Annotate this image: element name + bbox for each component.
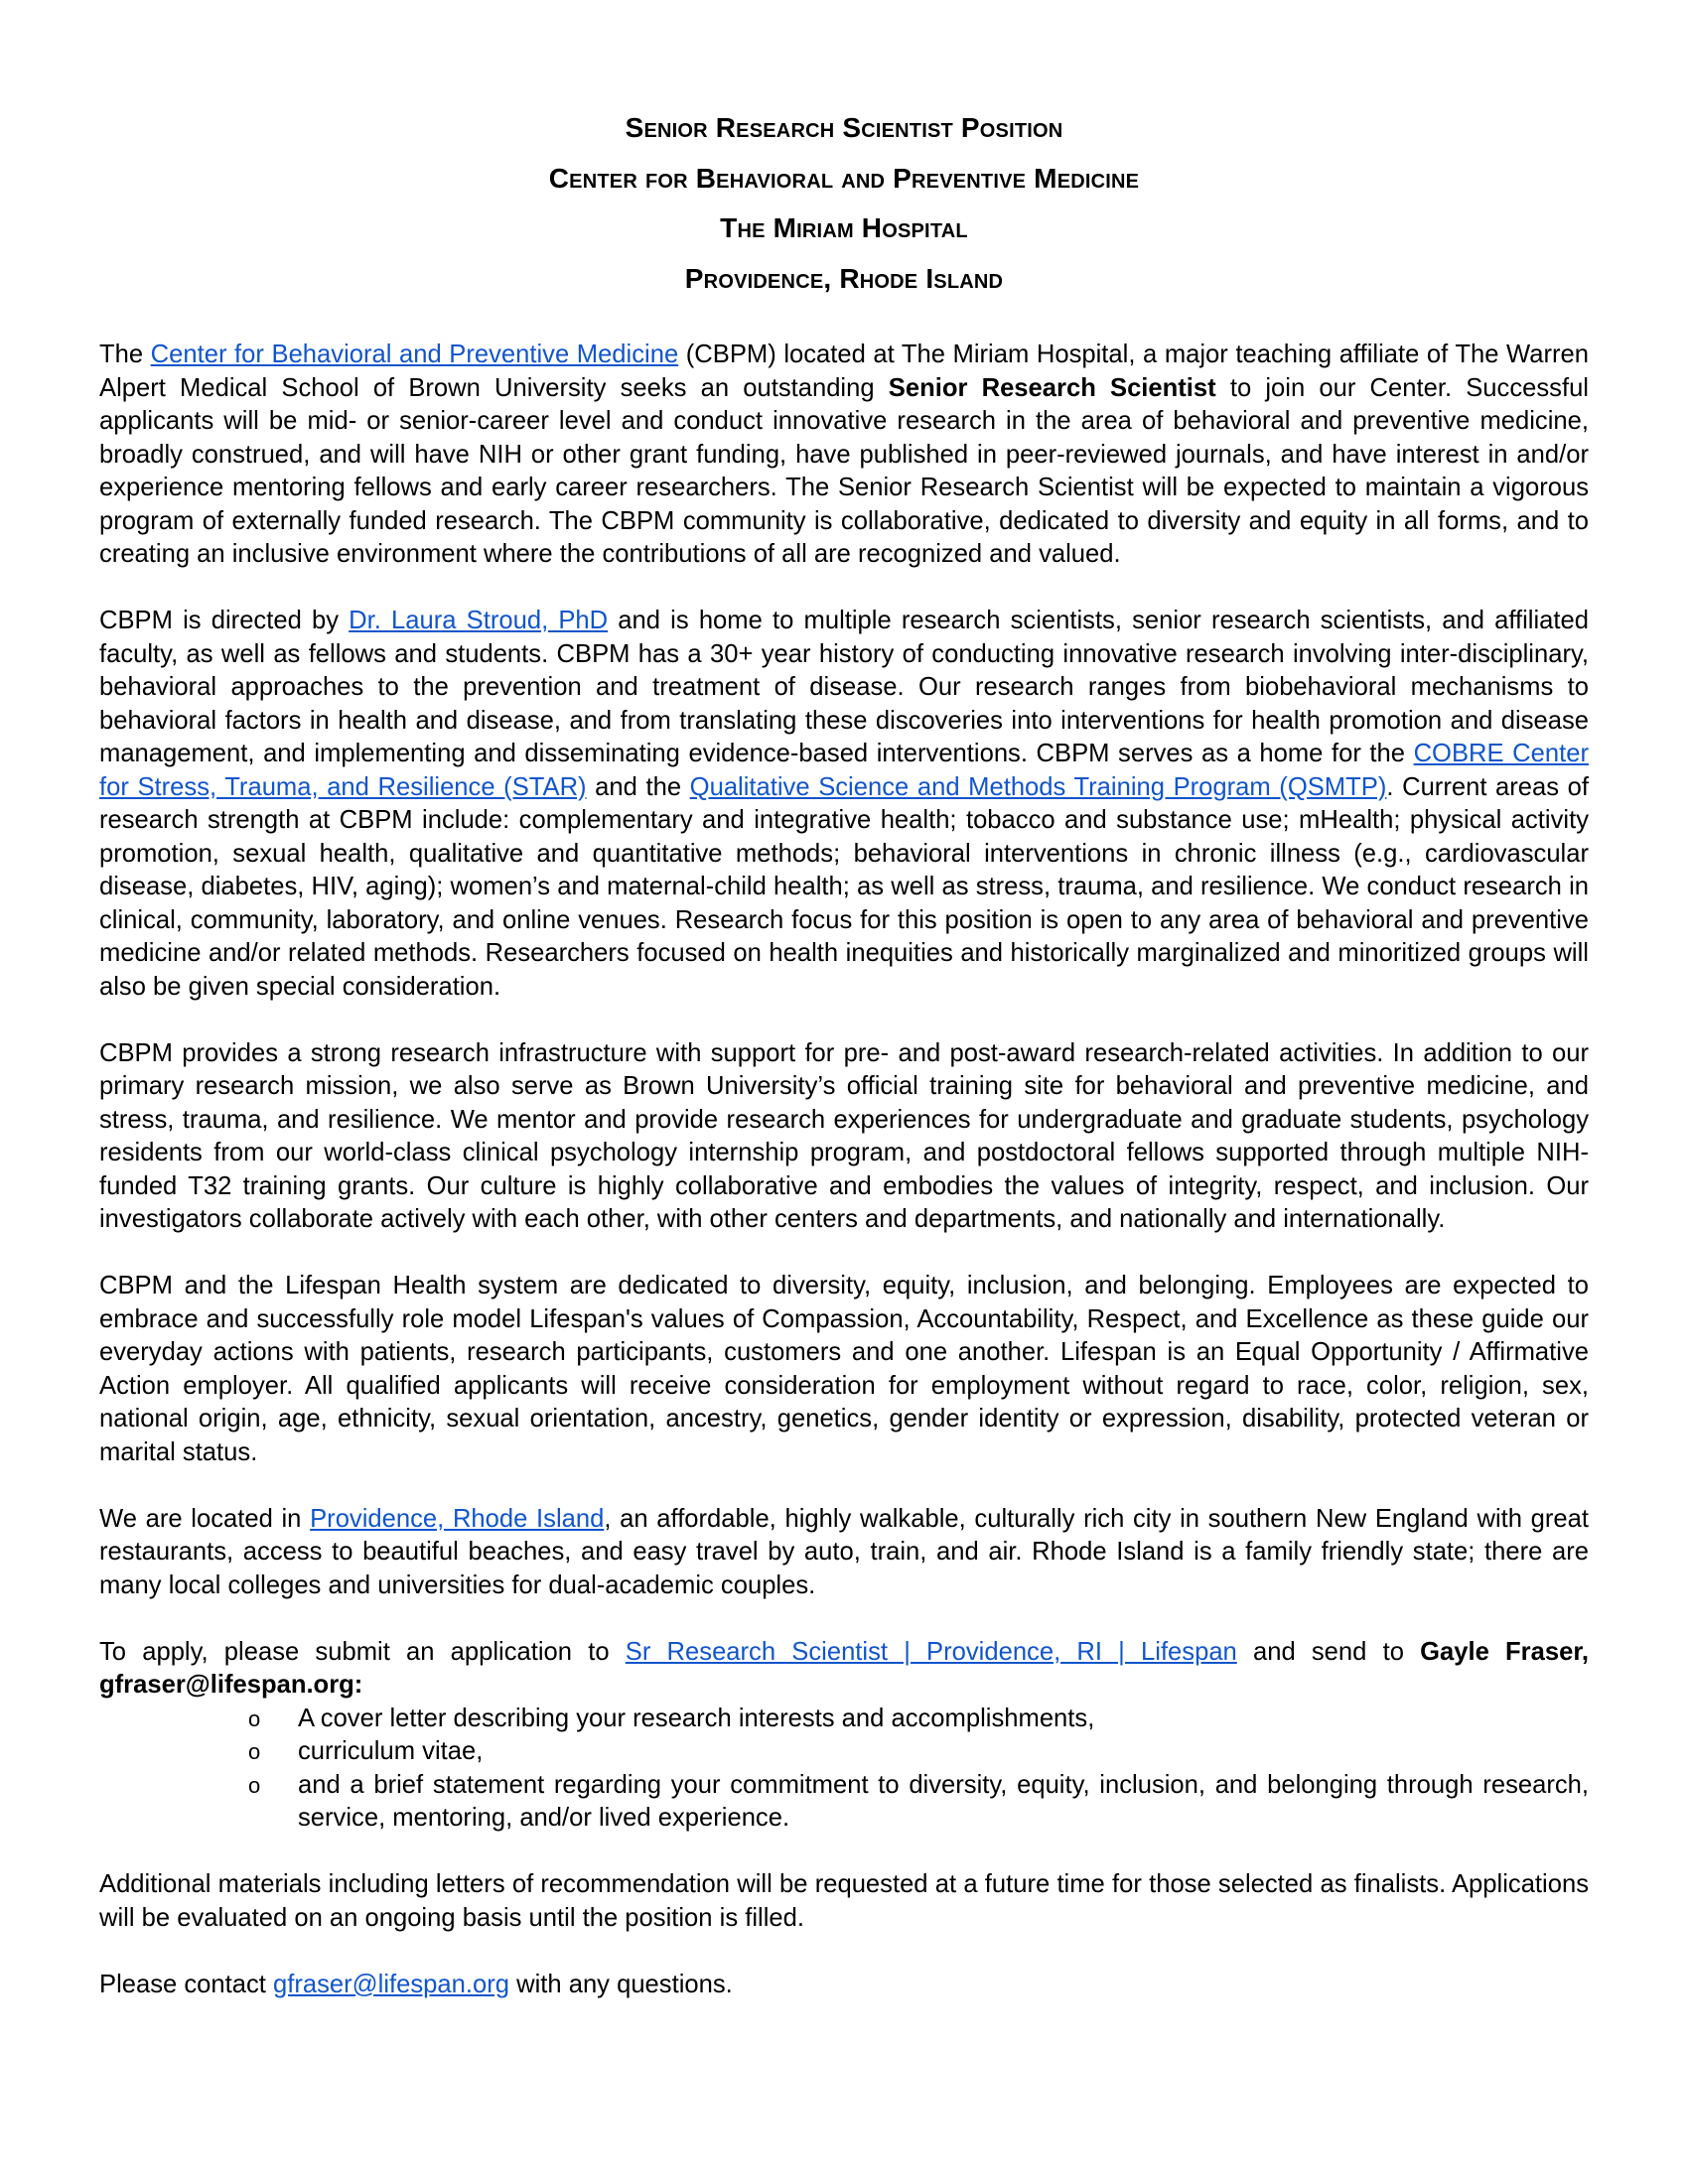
bullet-icon: o [248, 1772, 261, 1798]
email-link[interactable]: gfraser@lifespan.org [273, 1970, 509, 1998]
list-item-text: A cover letter describing your research interests and accomplishments, [298, 1704, 1095, 1732]
text: CBPM is directed by [99, 607, 350, 634]
text: to join our Center. Successful applicants will be mid- or senior-career level and conduct innovative research in the area of behavioral and preventive medicine, broadly construed, and will have NIH or other grant funding, have published in peer-reviewed journals, and have interest in and/or experience mentoring fellows and early career researchers. The Senior Research Scientist will be expected to maintain a vigorous program of externally funded research. The CBPM community is collaborative, dedicated to diversity and equity in all forms, and to creating an inclusive environment where the contributions of all are recognized and valued. [99, 373, 1589, 568]
paragraph-location [99, 1503, 1589, 1603]
text: (CBPM) located at The Miriam Hospital, a major teaching affiliate of The Warren Alpert Medical School of Brown University seeks an outstanding [99, 341, 1589, 402]
text: . Current areas of research strength at CBPM include: complementary and integrative health; tobacco and substance use; mHealth; physical activity promotion, sexual health, qualitative and quantitative methods; behavioral interventions in chronic illness (e.g., cardiovascular disease, diabetes, HIV, aging); women’s and maternal-child health; as well as stress, trauma, and resilience. We conduct research in clinical, community, laboratory, and online venues. Research focus for this position is open to any area of behavioral and preventive medicine and/or related methods. Researchers focused on health inequities and historically marginalized and minoritized groups will also be given special consideration. [99, 772, 1589, 1001]
paragraph-contact [99, 1969, 1589, 2002]
providence-link[interactable]: Providence, Rhode Island [310, 1504, 605, 1533]
bullet-icon: o [248, 1706, 261, 1731]
text: with any questions. [508, 1970, 733, 1998]
application-materials-list [99, 1703, 1589, 1836]
qsmtp-link[interactable]: Qualitative Science and Methods Training Program (QSMTP) [689, 772, 1387, 801]
list-item [99, 1735, 1589, 1769]
paragraph-about [99, 605, 1589, 1004]
paragraph-additional-materials: Additional materials including letters of recommendation will be requested at a future time for those selected as finalists. Applications will be evaluated on an ongoing basis until the position is filled. [99, 1870, 1589, 1932]
cobre-star-link[interactable]: COBRE Center for Stress, Trauma, and Resilience (STAR) [99, 740, 1589, 801]
list-item-text: and a brief statement regarding your commitment to diversity, equity, inclusion, and belonging through research, service, mentoring, and/or lived experience. [298, 1770, 1589, 1832]
title-line-2: Center for Behavioral and Preventive Medicine [548, 162, 1140, 194]
text: Please contact [99, 1970, 273, 1998]
list-item [99, 1703, 1589, 1736]
document-title-block [0, 103, 1688, 304]
paragraph-infrastructure: CBPM provides a strong research infrastructure with support for pre- and post-award research-related activities. In addition to our primary research mission, we also serve as Brown University’s official training site for behavioral and preventive medicine, and stress, trauma, and resilience. We mentor and provide research experiences for undergraduate and graduate students, psychology residents from our world-class clinical psychology internship program, and postdoctoral fellows supported through multiple NIH-funded T32 training grants. Our culture is highly collaborative and embodies the values of integrity, respect, and inclusion. Our investigators collaborate actively with each other, with other centers and departments, and nationally and internationally. [99, 1038, 1589, 1233]
title-line-1: Senior Research Scientist Position [625, 112, 1063, 143]
director-link[interactable]: Dr. Laura Stroud, PhD [349, 607, 609, 634]
text: and is home to multiple research scientists, senior research scientists, and affiliated faculty, as well as fellows and students. CBPM has a 30+ year history of conducting innovative research involving inter-disciplinary, behavioral approaches to the prevention and treatment of disease. Our research ranges from biobehavioral mechanisms to behavioral factors in health and disease, and from translating these discoveries into interventions for health promotion and disease management, and implementing and disseminating evidence-based interventions. CBPM serves as a home for the [99, 607, 1589, 767]
text: and send to [1236, 1637, 1421, 1666]
paragraph-intro [99, 339, 1589, 572]
title-line-3: The Miriam Hospital [720, 212, 968, 243]
list-item-text: curriculum vitae, [298, 1737, 484, 1765]
text: and the [586, 772, 690, 801]
list-item [99, 1769, 1589, 1836]
contact-name-bold: Gayle Fraser, gfraser@lifespan.org: [99, 1637, 1589, 1699]
text: To apply, please submit an application to [99, 1637, 626, 1666]
title-line-4: Providence, Rhode Island [684, 262, 1004, 294]
text: , an affordable, highly walkable, culturally rich city in southern New England with great restaurants, access to beautiful beaches, and easy travel by auto, train, and air. Rhode Island is a family friendly state; there are many local colleges and universities for dual-academic couples. [99, 1504, 1589, 1599]
text: The [99, 341, 151, 368]
bullet-icon: o [248, 1739, 261, 1764]
paragraph-diversity: CBPM and the Lifespan Health system are dedicated to diversity, equity, inclusion, and belonging. Employees are expected to embrace and successfully role model Lifespan's values of Compassion, Accountability, Respect, and Excellence as these guide our everyday actions with patients, research participants, customers and one another. Lifespan is an Equal Opportunity / Affirmative Action employer. All qualified applicants will receive consideration for employment without regard to race, color, religion, sex, national origin, age, ethnicity, sexual orientation, ancestry, genetics, gender identity or expression, disability, protected veteran or marital status. [99, 1272, 1589, 1466]
paragraph-apply [99, 1636, 1589, 1703]
text: We are located in [99, 1504, 311, 1533]
document-body [99, 339, 1589, 2001]
position-title-bold: Senior Research Scientist [888, 373, 1216, 402]
cbpm-link[interactable]: Center for Behavioral and Preventive Medicine [150, 341, 679, 368]
application-link[interactable]: Sr Research Scientist | Providence, RI | Lifespan [625, 1637, 1237, 1666]
